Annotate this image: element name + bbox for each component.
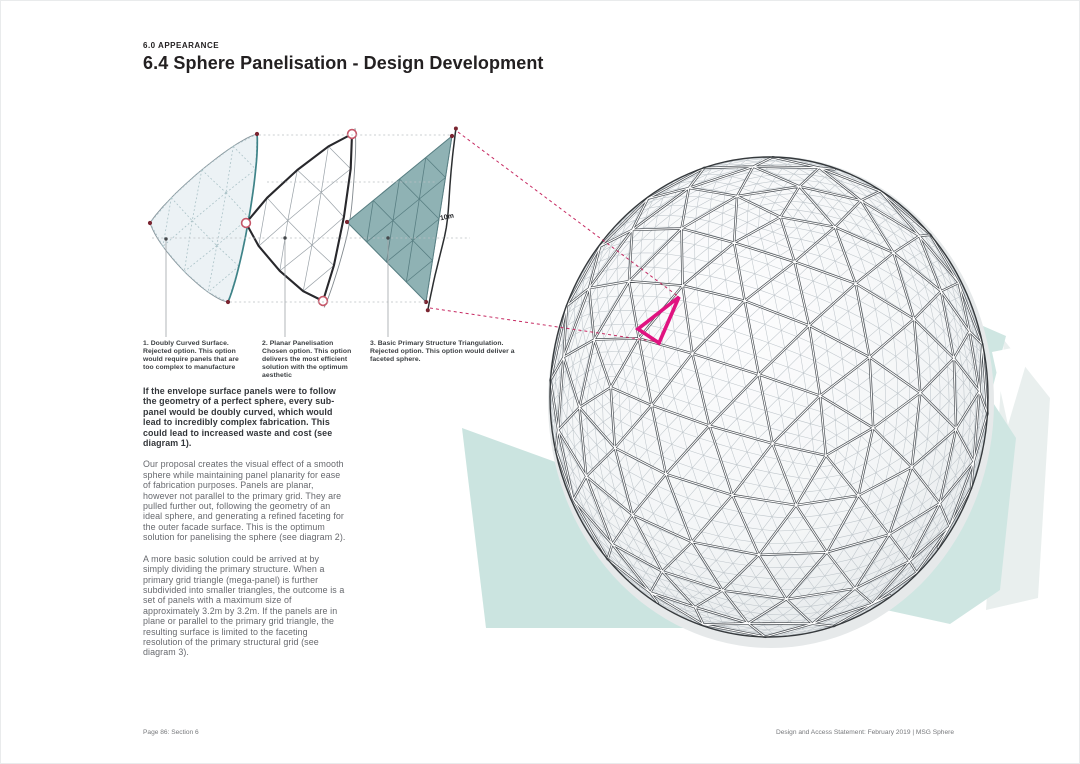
body-paragraph-2: Our proposal creates the visual effect of a smooth sphere while maintaining panel planarity for ease of fabrication purposes. Panels are planar, however not parallel to the primary grid. They are pulled further out, following the geometry of an ideal sphere, and generating a refined faceting for the outer facade surface. This is the optimum solution for panelising the sphere (see diagram 2). — [143, 459, 346, 543]
body-paragraph-3: A more basic solution could be arrived at by simply dividing the primary structure. When a primary grid triangle (mega-panel) is further subdivided into smaller triangles, the outcome is a set of panels with a maximum size of approximately 3.2m by 3.2m. If the panels are in plane or parallel to the primary grid triangle, the resulting surface is limited to the faceting resolution of the primary structural grid (see diagram 3). — [143, 553, 345, 658]
diagram-caption-2: 2. Planar Panelisation Chosen option. This option delivers the most efficient solution with the optimum aesthetic — [262, 340, 352, 379]
diagram-2-planar-panelisation — [242, 128, 357, 307]
footer-document-title: Design and Access Statement: February 2019 | MSG Sphere — [775, 729, 954, 736]
page-title: 6.4 Sphere Panelisation - Design Development — [143, 53, 544, 73]
diagram-caption-1: 1. Doubly Curved Surface. Rejected option. This option would require panels that are too complex to manufacture — [143, 340, 239, 371]
dimension-label: 10m — [439, 212, 455, 223]
body-text-column — [143, 386, 347, 669]
sphere-render — [550, 157, 988, 637]
footer-page-number: Page 86: Section 6 — [143, 729, 199, 736]
panelisation-diagrams — [148, 127, 470, 338]
diagram-caption-3: 3. Basic Primary Structure Triangulation. Rejected option. This option would deliver a faceted sphere. — [370, 340, 515, 363]
diagram-1-doubly-curved-surface — [148, 132, 259, 304]
body-paragraph-1: If the envelope surface panels were to follow the geometry of a perfect sphere, every sub-panel would be doubly curved, which would lead to incredibly complex fabrication. This could lead to increased waste and cost (see diagram 1). — [143, 386, 336, 449]
section-eyebrow: 6.0 APPEARANCE — [143, 41, 220, 50]
